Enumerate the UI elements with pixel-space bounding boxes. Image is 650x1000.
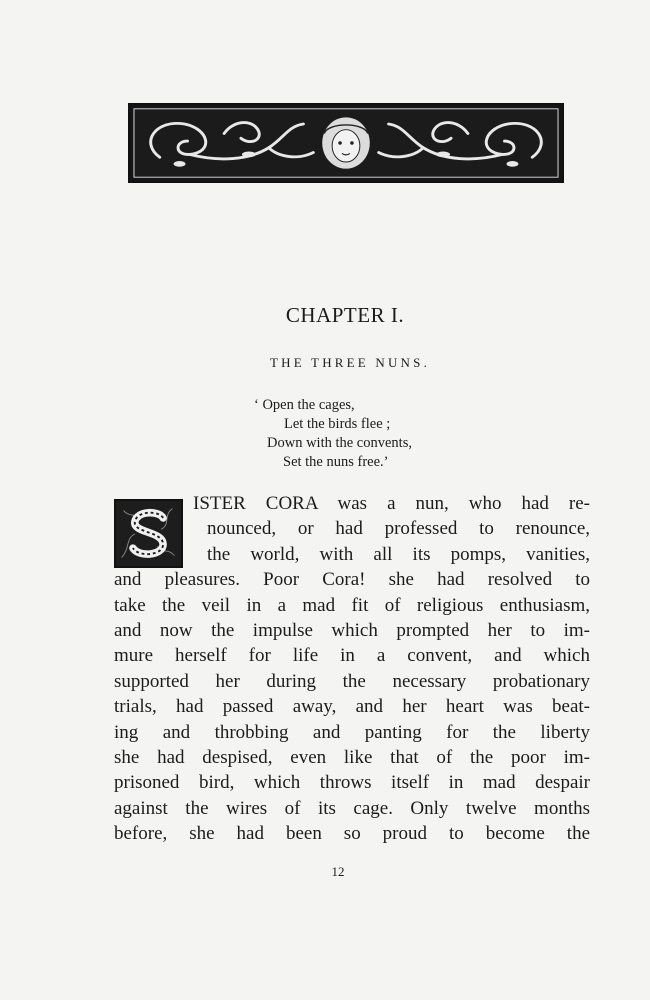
body-line: before, she had been so proud to become the: [114, 823, 590, 845]
epigraph-line: Let the birds flee ;: [284, 416, 391, 432]
body-line: trials, had passed away, and her heart was beat-: [114, 696, 590, 718]
epigraph-line: ‘ Open the cages,: [254, 397, 355, 413]
body-line: take the veil in a mad fit of religious enthusiasm,: [114, 594, 590, 616]
epigraph-line: Down with the convents,: [267, 435, 412, 451]
body-line: and pleasures. Poor Cora! she had resolved to: [114, 569, 590, 591]
body-line: and now the impulse which prompted her to im-: [114, 619, 590, 641]
body-line: against the wires of its cage. Only twelve months: [114, 797, 590, 819]
body-line: ing and throbbing and panting for the liberty: [114, 721, 590, 743]
ornamental-header-band: [128, 103, 564, 183]
face-medallion-icon: [322, 117, 370, 168]
body-line: prisoned bird, which throws itself in mad despair: [114, 772, 590, 794]
body-line: nounced, or had professed to renounce,: [207, 518, 590, 540]
body-line: ISTER CORA was a nun, who had re-: [193, 493, 590, 514]
epigraph: [254, 396, 494, 472]
scroll-ornament-icon: [130, 105, 562, 181]
body-paragraph: [114, 491, 590, 846]
body-line: mure herself for life in a convent, and which: [114, 645, 590, 667]
body-line: she had despised, even like that of the poor im-: [114, 746, 590, 768]
chapter-title: CHAPTER I.: [285, 303, 405, 327]
body-line: the world, with all its pomps, vanities,: [207, 543, 590, 565]
epigraph-line: Set the nuns free.’: [283, 454, 389, 470]
body-line: supported her during the necessary probationary: [114, 670, 590, 692]
chapter-subtitle: THE THREE NUNS.: [269, 355, 431, 370]
page-number: 12: [331, 864, 345, 879]
